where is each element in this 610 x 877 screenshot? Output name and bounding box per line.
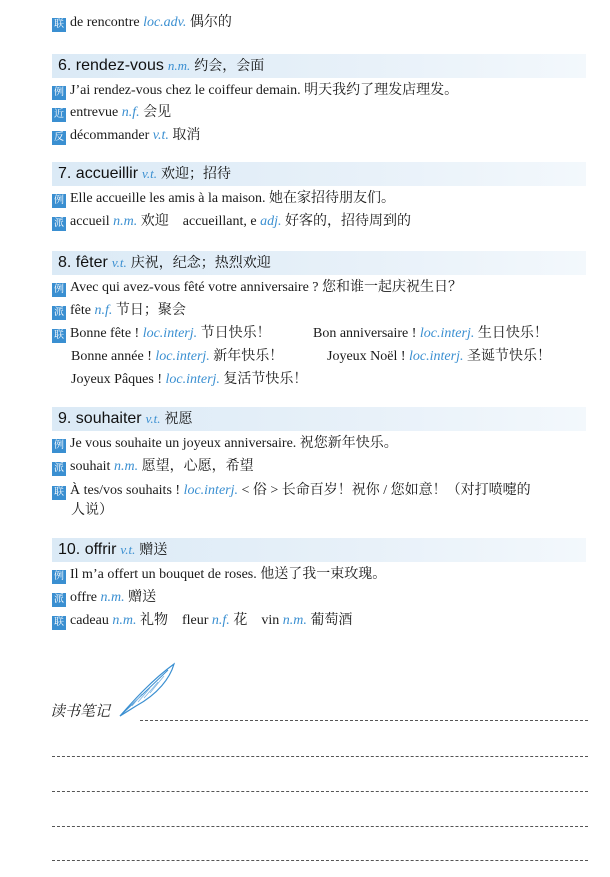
lian-tag: 联 — [54, 330, 64, 341]
entry-number: 6. — [58, 57, 72, 74]
li-tag: 例 — [54, 195, 64, 206]
entry-pos: v.t. — [120, 542, 136, 557]
meaning-text: 人说） — [71, 503, 113, 518]
meaning-text: 愿望，心愿，希望 — [141, 459, 254, 474]
related-phrase: À tes/vos souhaits ! — [70, 483, 181, 498]
related-phrase: Bonne année ! — [71, 349, 152, 364]
related-phrase-group — [313, 323, 548, 345]
related-line-cont — [71, 500, 113, 522]
pos-label: loc.interj. — [183, 483, 238, 498]
meaning-text: 生日快乐！ — [477, 326, 548, 341]
li-tag: 例 — [54, 87, 64, 98]
related-phrase-group — [71, 346, 283, 368]
pos-label: n.f. — [211, 613, 230, 628]
related-phrase: Bonne fête ! — [70, 326, 140, 341]
meaning-text: 新年快乐！ — [213, 349, 284, 364]
entry-word: offrir — [84, 541, 117, 558]
pos-label: loc.interj. — [142, 326, 198, 341]
entry-meaning: 赠送 — [139, 542, 168, 558]
entry-word: rendez-vous — [75, 57, 164, 74]
meaning-text: 礼物 — [139, 613, 168, 628]
note-line[interactable] — [52, 826, 588, 827]
entry-word: accueillir — [75, 165, 139, 182]
li-tag: 例 — [54, 571, 64, 582]
pos-label: n.m. — [100, 590, 125, 605]
phrase-text: de rencontre — [70, 15, 140, 30]
example-line — [52, 188, 586, 210]
meaning-text: 好客的，招待周到的 — [285, 214, 411, 229]
synonym-line — [52, 102, 586, 124]
derived-word: accueil — [70, 214, 110, 229]
derived-word: souhait — [70, 459, 111, 474]
pos-label: loc.interj. — [155, 349, 210, 364]
meaning-text: < 俗 > 长命百岁！祝你 / 您如意！（对打喷嚏的 — [241, 483, 531, 498]
pos-label: n.f. — [121, 105, 140, 120]
meaning-text: 节日；聚会 — [115, 303, 186, 318]
meaning-text: 会见 — [143, 105, 172, 120]
pos-label: adj. — [260, 214, 282, 229]
related-phrase: Joyeux Noël ! — [327, 349, 406, 364]
entry-pos: v.t. — [145, 411, 161, 426]
related-line — [52, 480, 586, 502]
entry-number: 9. — [58, 410, 72, 427]
meaning-text: 取消 — [172, 128, 201, 143]
derived-word: offre — [70, 590, 97, 605]
feather-icon — [112, 660, 182, 720]
antonym-word: décommander — [70, 128, 150, 143]
example-line — [52, 80, 586, 102]
example-text: Avec qui avez-vous fêté votre anniversaire ? 您和谁一起庆祝生日？ — [70, 280, 463, 295]
pai-tag: 派 — [54, 463, 64, 474]
entry-word: fêter — [75, 254, 108, 271]
pos-label: n.m. — [282, 613, 307, 628]
li-tag: 例 — [54, 440, 64, 451]
pos-label: v.t. — [152, 128, 169, 143]
entry-meaning: 约会，会面 — [194, 58, 265, 74]
pos-label: n.f. — [94, 303, 113, 318]
pai-tag: 派 — [54, 307, 64, 318]
meaning-text: 欢迎 — [140, 214, 169, 229]
pos-label: loc.interj. — [165, 372, 220, 387]
pai-tag: 派 — [54, 594, 64, 605]
pos-label: loc.interj. — [409, 349, 464, 364]
meaning-text: 葡萄酒 — [310, 613, 353, 628]
synonym-word: entrevue — [70, 105, 119, 120]
note-line[interactable] — [52, 791, 588, 792]
entry-number: 7. — [58, 165, 72, 182]
lian-tag: 联 — [54, 19, 64, 30]
derived-line — [52, 300, 586, 322]
meaning-text: 偶尔的 — [189, 15, 232, 30]
lian-tag: 联 — [54, 617, 64, 628]
entry-pos: v.t. — [111, 255, 127, 270]
related-word: vin — [261, 613, 280, 628]
example-line — [52, 277, 586, 299]
pos-label: n.m. — [113, 459, 139, 474]
note-line[interactable] — [52, 756, 588, 757]
pos-label: loc.adv. — [143, 15, 187, 30]
note-line[interactable] — [52, 860, 588, 861]
jin-tag: 近 — [54, 109, 64, 120]
example-text: J’ai rendez-vous chez le coiffeur demain. 明天我约了理发店理发。 — [70, 83, 459, 98]
entry-pos: v.t. — [142, 166, 157, 181]
derived-word: accueillant, e — [182, 214, 257, 229]
example-line — [52, 564, 586, 586]
entry-header-6 — [52, 54, 586, 78]
top-line — [52, 12, 586, 34]
example-text: Je vous souhaite un joyeux anniversaire. 祝您新年快乐。 — [70, 436, 398, 451]
meaning-text: 圣诞节快乐！ — [466, 349, 551, 364]
entry-header-8 — [52, 251, 586, 275]
entry-meaning: 欢迎；招待 — [160, 166, 231, 182]
related-line — [52, 610, 586, 632]
notes-label: 读书笔记 — [50, 702, 111, 720]
entry-meaning: 庆祝，纪念；热烈欢迎 — [130, 255, 271, 271]
pos-label: loc.interj. — [419, 326, 475, 341]
entry-header-9 — [52, 407, 586, 431]
entry-number: 10. — [58, 541, 81, 558]
derived-line — [52, 456, 586, 478]
related-phrase: Joyeux Pâques ! — [71, 372, 162, 387]
example-line — [52, 433, 586, 455]
li-tag: 例 — [54, 284, 64, 295]
entry-header-7 — [52, 162, 586, 186]
pos-label: n.m. — [112, 613, 137, 628]
derived-line — [52, 587, 586, 609]
pos-label: n.m. — [113, 214, 138, 229]
meaning-text: 赠送 — [128, 590, 157, 605]
entry-number: 8. — [58, 254, 72, 271]
antonym-line — [52, 125, 586, 147]
meaning-text: 复活节快乐！ — [223, 372, 308, 387]
related-phrase-group — [327, 346, 551, 368]
pai-tag: 派 — [54, 218, 64, 229]
related-phrase: Bon anniversaire ! — [313, 326, 417, 341]
example-text: Elle accueille les amis à la maison. 她在家招待朋友们。 — [70, 191, 396, 206]
related-phrase-group — [71, 369, 307, 391]
entry-header-10 — [52, 538, 586, 562]
fan-tag: 反 — [54, 132, 64, 143]
example-text: Il m’a offert un bouquet de roses. 他送了我一束玫瑰。 — [70, 567, 387, 582]
meaning-text: 节日快乐！ — [200, 326, 271, 341]
entry-pos: n.m. — [167, 58, 191, 73]
meaning-text: 花 — [233, 613, 248, 628]
note-line[interactable] — [140, 720, 588, 721]
related-word: cadeau — [70, 613, 109, 628]
related-word: fleur — [181, 613, 209, 628]
entry-meaning: 祝愿 — [164, 411, 193, 427]
derived-line — [52, 211, 586, 233]
derived-word: fête — [70, 303, 91, 318]
lian-tag: 联 — [54, 487, 64, 498]
entry-word: souhaiter — [75, 410, 142, 427]
